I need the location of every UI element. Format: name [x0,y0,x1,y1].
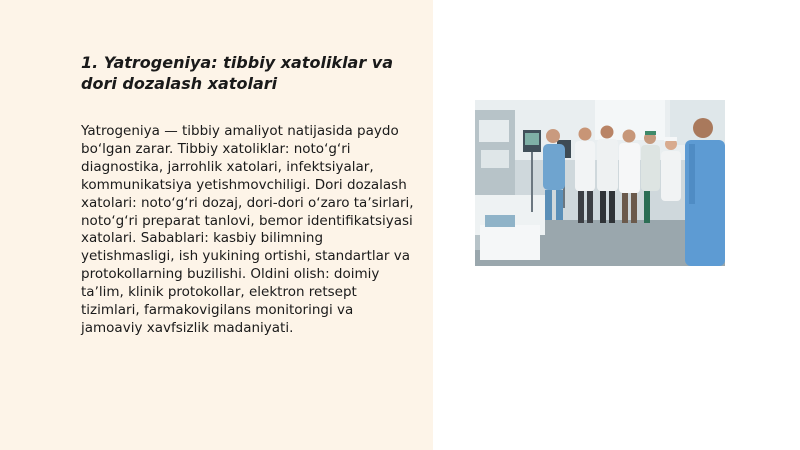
slide-title: 1. Yatrogeniya: tibbiy xatoliklar va dori dozalash xatolari [81,53,394,93]
slide-body-text: Yatrogeniya — tibbiy amaliyot natijasida paydo boʻlgan zarar. Tibbiy xatoliklar: notoʻgʻri diagnostika, jarrohlik xatolari, infektsiyalar, kommunikatsiya yetishmovchiligi. Dori dozalash xatolari: notoʻgʻri dozaj, dori-dori oʻzaro taʼsirlari, notoʻgʻri preparat tanlovi, bemor identifikatsiyasi xatolari. Sabablari: kasbiy bilimning yetishmasligi, ish yukining ortishi, standartlar va protokollarning buzilishi. Oldini olish: doimiy taʼlim, klinik protokollar, elektron retsept tizimlari, farmakovigilans monitoringi va jamoaviy xavfsizlik madaniyati. [81,123,414,336]
hospital-ward-photo [475,100,725,266]
hospital-ward-illustration [475,100,725,266]
